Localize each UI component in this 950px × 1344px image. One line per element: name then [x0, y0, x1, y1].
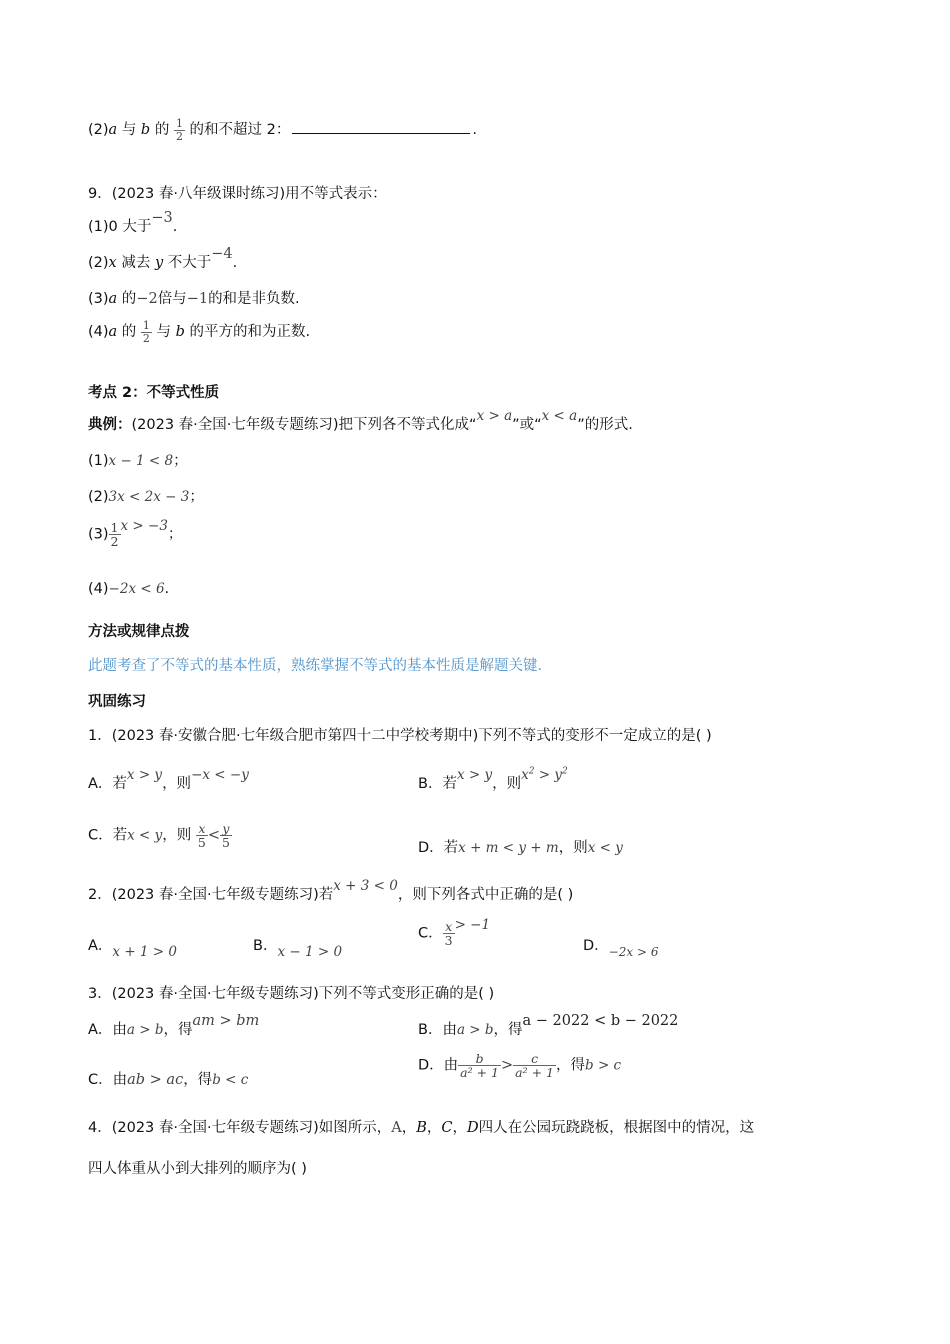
section-title: 考点 2：不等式性质 [88, 385, 220, 401]
method-title: 方法或规律点拨 [88, 624, 190, 640]
practice-title: 巩固练习 [88, 694, 146, 710]
q9-header: 9．(2023 春·八年级课时练习)用不等式表示： [88, 186, 387, 202]
p3-stem: 3．(2023 春·全国·七年级专题练习)下列不等式变形正确的是( ) [88, 986, 495, 1002]
p2-stem: 2．(2023 春·全国·七年级专题练习)若x + 3 < 0，则下列各式中正确的是( ) [88, 878, 574, 903]
example-item-1: (1)x − 1 < 8； [88, 453, 188, 469]
q9-part4: (4)a 的 $\frac{1}{2}$ 与 b 的平方的和为正数. [88, 319, 311, 345]
p3-option-c[interactable]: C．由ab > ac，得b < c [88, 1072, 249, 1088]
p3-option-b[interactable]: B．由a > b，得a − 2022 < b − 2022 [418, 1013, 679, 1038]
p2-option-c[interactable]: C． $\frac{x}{3}$ > −1 [418, 916, 491, 949]
answer-blank[interactable] [292, 119, 470, 134]
q9-part2: (2)x 减去 y 不大于−4. [88, 246, 238, 271]
p1-option-c[interactable]: C．若x < y，则 $\frac{x}{5}$ < $\frac{y}{5}$ [88, 821, 230, 851]
fraction-half: $\frac{1}{2}$ [110, 520, 119, 550]
p3-option-a[interactable]: A．由a > b，得am > bm [88, 1013, 260, 1038]
q8-part2: (2)a 与 b 的 $\frac{1}{2}$ 的和不超过 2： . [88, 117, 477, 143]
p1-option-a[interactable]: A．若x > y，则−x < −y [88, 767, 249, 792]
fraction-half: $\frac{1}{2}$ [142, 319, 150, 345]
p4-line2: 四人体重从小到大排列的顺序为( ) [88, 1161, 307, 1177]
p2-option-a[interactable]: A．x + 1 > 0 [88, 938, 178, 960]
q9-part1: (1)0 大于−3. [88, 210, 178, 235]
p1-option-b[interactable]: B．若x > y，则$x^2 > y^2$ [418, 766, 568, 792]
p2-option-d[interactable]: D．$_{-2x > 6}$ [583, 938, 659, 959]
p1-option-d[interactable]: D．若x + m < y + m，则x < y [418, 840, 623, 856]
example-item-4: (4)−2x < 6. [88, 581, 170, 597]
example-item-3: (3) $\frac{1}{2}$ x > −3； [88, 517, 183, 550]
example-item-2: (2)3x < 2x − 3； [88, 489, 204, 505]
example-stem: 典例：(2023 春·全国·七年级专题练习)把下列各不等式化成“x > a”或“x < a”的形式. [88, 408, 633, 433]
p4-line1: 4．(2023 春·全国·七年级专题练习)如图所示，A，B，C，D四人在公园玩跷跷板，根据图中的情况，这 [88, 1120, 755, 1136]
fraction-half: $\frac{1}{2}$ [175, 117, 183, 143]
p2-option-b[interactable]: B．x − 1 > 0 [253, 938, 343, 960]
p1-stem: 1．(2023 春·安徽合肥·七年级合肥市第四十二中学校考期中)下列不等式的变形不一定成立的是( ) [88, 728, 712, 744]
p3-option-d[interactable]: D．由 $\frac{b}{\text{a² + 1}}$ > $\frac{c}{\text{a² + 1}}$ ，得b > c [418, 1051, 622, 1081]
q9-part3: (3)a 的−2倍与−1的和是非负数. [88, 291, 300, 307]
method-text: 此题考查了不等式的基本性质，熟练掌握不等式的基本性质是解题关键. [88, 658, 543, 674]
